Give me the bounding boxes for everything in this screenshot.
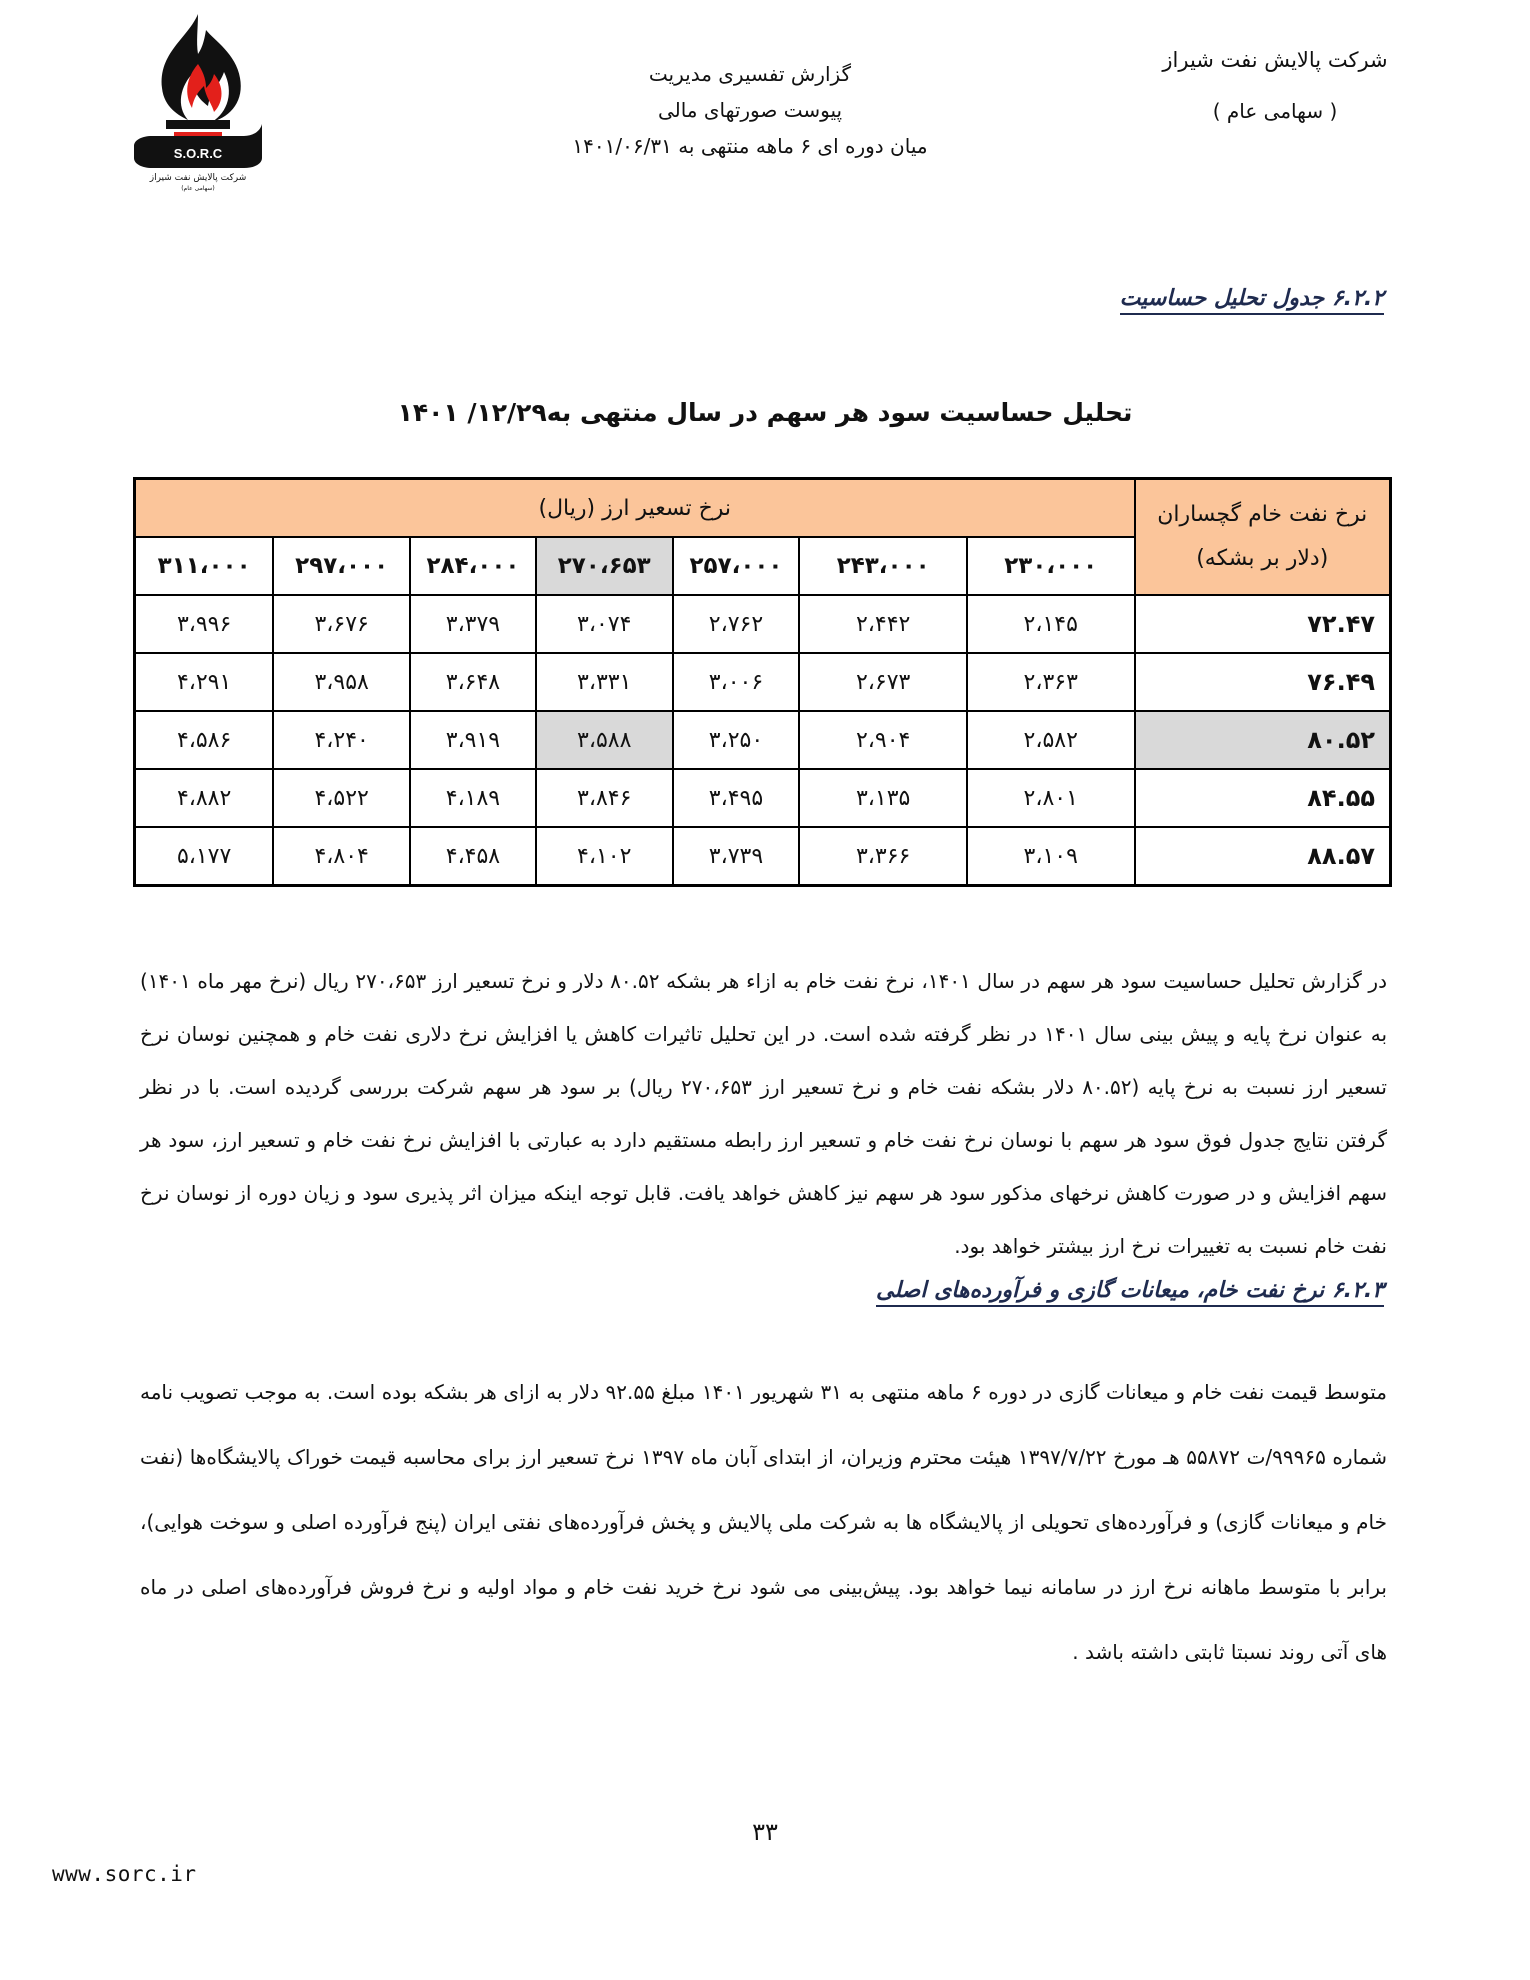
- row-header-oil-rate: [1135, 479, 1391, 596]
- table-cell-eps: ۲،۸۰۱: [967, 769, 1135, 827]
- table-cell-eps: ۳،۴۹۵: [673, 769, 800, 827]
- row-label-oil-price: ۷۶.۴۹: [1135, 653, 1391, 711]
- table-cell-eps: ۳،۹۵۸: [273, 653, 410, 711]
- table-row: [135, 653, 1391, 711]
- column-header-exchange-rate: ۲۷۰،۶۵۳: [536, 537, 673, 595]
- table-cell-eps: ۲،۷۶۲: [673, 595, 800, 653]
- table-cell-eps: ۳،۰۷۴: [536, 595, 673, 653]
- row-label-oil-price: ۸۰.۵۲: [1135, 711, 1391, 769]
- table-cell-eps: ۳،۸۴۶: [536, 769, 673, 827]
- table-cell-eps: ۲،۱۴۵: [967, 595, 1135, 653]
- table-row: [135, 769, 1391, 827]
- table-cell-eps: ۴،۱۸۹: [410, 769, 536, 827]
- table-cell-eps: ۲،۴۴۲: [799, 595, 967, 653]
- table-cell-eps: ۳،۳۳۱: [536, 653, 673, 711]
- table-cell-eps: ۴،۸۸۲: [135, 769, 274, 827]
- column-header-exchange-rate: ۲۹۷،۰۰۰: [273, 537, 410, 595]
- row-header-line2: (دلار بر بشکه): [1196, 546, 1329, 571]
- report-title: گزارش تفسیری مدیریت: [648, 62, 852, 86]
- oil-rates-paragraph: متوسط قیمت نفت خام و میعانات گازی در دوره ۶ ماهه منتهی به ۳۱ شهریور ۱۴۰۱ مبلغ ۹۲.۵۵ دلار به ازای هر بشکه بوده است. به موجب تصویب نامه شماره ۹۹۹۶۵/ت ۵۵۸۷۲ هـ مورخ ۱۳۹۷/۷/۲۲ هیئت محترم وزیران، از ابتدای آبان ماه ۱۳۹۷ نرخ تسعیر ارز برای محاسبه قیمت خوراک پالایشگاه‌ها (نفت خام و میعانات گازی) و فرآورده‌های تحویلی از پالایشگاه ها به شرکت ملی پالایش و پخش فرآورده‌های نفتی ایران (پنج فرآورده اصلی و سوخت هوایی)، برابر با متوسط ماهانه نرخ ارز در سامانه نیما خواهد بود. پیش‌بینی می شود نرخ خرید نفت خام و مواد اولیه و نرخ فروش فرآورده‌های اصلی در ماه های آتی روند نسبتا ثابتی داشته باشد .: [140, 1380, 1388, 1664]
- row-label-oil-price: ۸۸.۵۷: [1135, 827, 1391, 886]
- table-cell-eps: ۳،۱۳۵: [799, 769, 967, 827]
- column-header-exchange-rate: ۲۸۴،۰۰۰: [410, 537, 536, 595]
- logo-caption: شرکت پالایش نفت شیراز: [149, 173, 247, 183]
- col-group-header-exchange-rate: نرخ تسعیر ارز (ریال): [135, 479, 1135, 538]
- table-cell-eps: ۳،۹۱۹: [410, 711, 536, 769]
- section-heading-sensitivity: ۶.۲.۲ جدول تحلیل حساسیت: [1120, 286, 1384, 315]
- table-cell-eps: ۳،۷۳۹: [673, 827, 800, 886]
- column-header-exchange-rate: ۲۳۰،۰۰۰: [967, 537, 1135, 595]
- section-heading-oil-rates: ۶.۲.۳ نرخ نفت خام، میعانات گازی و فرآورده‌های اصلی: [876, 1278, 1384, 1307]
- report-subtitle: پیوست صورتهای مالی: [657, 98, 843, 122]
- table-title: تحلیل حساسیت سود هر سهم در سال منتهی به۱۲/۲۹/ ۱۴۰۱: [397, 398, 1133, 427]
- table-cell-eps: ۲،۳۶۳: [967, 653, 1135, 711]
- page-number: ۳۳: [752, 1818, 778, 1846]
- table-row: [135, 711, 1391, 769]
- table-cell-eps: ۴،۵۲۲: [273, 769, 410, 827]
- table-cell-eps: ۴،۲۴۰: [273, 711, 410, 769]
- table-cell-eps: ۳،۶۴۸: [410, 653, 536, 711]
- company-name: شرکت پالایش نفت شیراز: [1162, 48, 1388, 72]
- row-label-oil-price: ۷۲.۴۷: [1135, 595, 1391, 653]
- table-cell-eps: ۴،۱۰۲: [536, 827, 673, 886]
- row-label-oil-price: ۸۴.۵۵: [1135, 769, 1391, 827]
- table-cell-eps: ۴،۸۰۴: [273, 827, 410, 886]
- table-cell-eps: ۳،۲۵۰: [673, 711, 800, 769]
- company-logo: [128, 8, 268, 193]
- table-cell-eps: ۳،۳۷۹: [410, 595, 536, 653]
- table-cell-eps: ۳،۹۹۶: [135, 595, 274, 653]
- footer-website: www.sorc.ir: [52, 1862, 197, 1886]
- table-cell-eps: ۳،۱۰۹: [967, 827, 1135, 886]
- column-header-exchange-rate: ۳۱۱،۰۰۰: [135, 537, 274, 595]
- table-cell-eps: ۲،۹۰۴: [799, 711, 967, 769]
- table-cell-eps: ۳،۳۶۶: [799, 827, 967, 886]
- company-header: [1125, 48, 1425, 123]
- report-period: میان دوره ای ۶ ماهه منتهی به ۱۴۰۱/۰۶/۳۱: [572, 134, 928, 158]
- logo-caption-sub: (سهامی عام): [181, 185, 215, 192]
- column-header-exchange-rate: ۲۴۳،۰۰۰: [799, 537, 967, 595]
- report-header: [520, 56, 980, 164]
- table-cell-eps: ۴،۵۸۶: [135, 711, 274, 769]
- flame-logo-icon: [128, 8, 268, 193]
- table-cell-eps: ۴،۴۵۸: [410, 827, 536, 886]
- logo-text: S.O.R.C: [173, 146, 223, 161]
- table-cell-eps: ۳،۵۸۸: [536, 711, 673, 769]
- sensitivity-table: [133, 477, 1392, 887]
- table-cell-eps: ۳،۶۷۶: [273, 595, 410, 653]
- table-cell-eps: ۳،۰۰۶: [673, 653, 800, 711]
- table-row: [135, 827, 1391, 886]
- table-cell-eps: ۲،۶۷۳: [799, 653, 967, 711]
- table-cell-eps: ۲،۵۸۲: [967, 711, 1135, 769]
- table-cell-eps: ۵،۱۷۷: [135, 827, 274, 886]
- company-type: ( سهامی عام ): [1212, 99, 1338, 124]
- sensitivity-paragraph: در گزارش تحلیل حساسیت سود هر سهم در سال ۱۴۰۱، نرخ نفت خام به ازاء هر بشکه ۸۰.۵۲ دلار و نرخ تسعیر ارز ۲۷۰،۶۵۳ ریال (نرخ مهر ماه ۱۴۰۱) به عنوان نرخ پایه و پیش بینی سال ۱۴۰۱ در نظر گرفته شده است. در این تحلیل تاثیرات کاهش یا افزایش نرخ دلاری نفت خام و همچنین نوسان نرخ تسعیر ارز نسبت به نرخ پایه (۸۰.۵۲ دلار بشکه نفت خام و نرخ تسعیر ارز ۲۷۰،۶۵۳ ریال) بر سود هر سهم شرکت بررسی گردیده است. با در نظر گرفتن نتایج جدول فوق سود هر سهم با نوسان نرخ نفت خام و تسعیر ارز رابطه مستقیم دارد به عبارتی با افزایش نرخ نفت خام و تسعیر ارز، سود هر سهم افزایش و در صورت کاهش نرخهای مذکور سود هر سهم نیز کاهش خواهد یافت. قابل توجه اینکه میزان اثر پذیری سود و زیان دوره از نوسان نرخ نفت خام نسبت به تغییرات نرخ ارز بیشتر خواهد بود.: [140, 969, 1388, 1258]
- table-row: [135, 595, 1391, 653]
- row-header-line1: نرخ نفت خام گچساران: [1157, 502, 1368, 527]
- column-header-exchange-rate: ۲۵۷،۰۰۰: [673, 537, 800, 595]
- table-cell-eps: ۴،۲۹۱: [135, 653, 274, 711]
